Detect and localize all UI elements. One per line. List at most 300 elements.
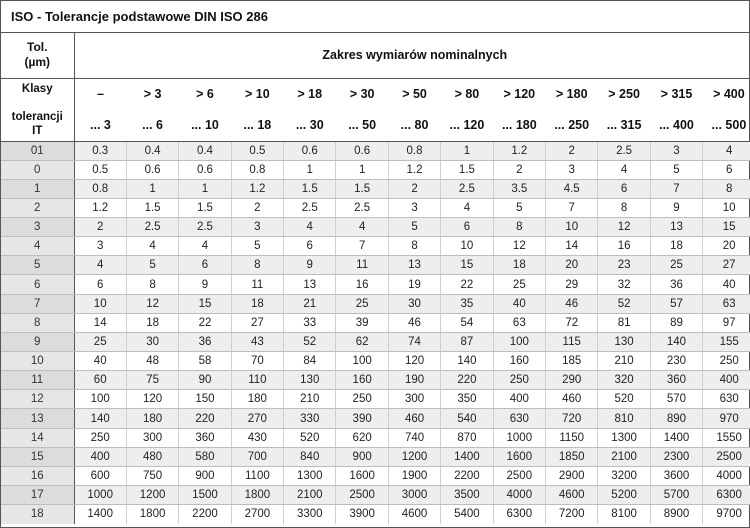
tolerance-value-cell: 90 xyxy=(179,371,231,390)
table-row xyxy=(1,466,750,485)
tolerance-value-cell: 3900 xyxy=(336,505,388,524)
tolerance-value-cell: 57 xyxy=(650,294,702,313)
tolerance-value-cell: 5 xyxy=(126,256,178,275)
tolerance-value-cell: 15 xyxy=(703,218,750,237)
tolerance-value-cell: 9 xyxy=(179,275,231,294)
tolerance-value-cell: 2 xyxy=(493,160,545,179)
range-to: ... 50 xyxy=(348,117,377,132)
tolerance-value-cell: 6 xyxy=(441,218,493,237)
tolerance-value-cell: 250 xyxy=(493,371,545,390)
tolerance-value-cell: 84 xyxy=(284,352,336,371)
tolerance-value-cell: 52 xyxy=(284,332,336,351)
table-row xyxy=(1,237,750,256)
tolerance-value-cell: 1900 xyxy=(388,466,440,485)
tolerance-value-cell: 230 xyxy=(650,352,702,371)
tolerance-value-cell: 2200 xyxy=(441,466,493,485)
range-from: > 250 xyxy=(608,86,640,101)
tolerance-value-cell: 35 xyxy=(441,294,493,313)
tolerance-value-cell: 27 xyxy=(703,256,750,275)
tolerance-value-cell: 115 xyxy=(546,332,598,351)
tolerance-value-cell: 13 xyxy=(388,256,440,275)
tolerance-value-cell: 2 xyxy=(388,179,440,198)
tolerance-value-cell: 18 xyxy=(650,237,702,256)
tolerance-value-cell: 100 xyxy=(336,352,388,371)
range-header-3 xyxy=(231,78,283,141)
range-header-2 xyxy=(179,78,231,141)
tolerance-value-cell: 250 xyxy=(74,428,126,447)
tolerance-value-cell: 620 xyxy=(336,428,388,447)
tolerance-value-cell: 400 xyxy=(703,371,750,390)
tolerance-value-cell: 40 xyxy=(74,352,126,371)
tolerance-value-cell: 2.5 xyxy=(179,218,231,237)
tolerance-value-cell: 7200 xyxy=(546,505,598,524)
tolerance-value-cell: 16 xyxy=(598,237,650,256)
tolerance-class-cell: 12 xyxy=(1,390,74,409)
tolerance-value-cell: 0.5 xyxy=(231,141,283,160)
tolerance-value-cell: 150 xyxy=(179,390,231,409)
header-row-main xyxy=(1,33,750,78)
tolerance-value-cell: 48 xyxy=(126,352,178,371)
tolerance-value-cell: 1200 xyxy=(388,447,440,466)
table-row xyxy=(1,428,750,447)
tolerance-value-cell: 13 xyxy=(650,218,702,237)
range-from: > 18 xyxy=(297,86,323,101)
tolerance-value-cell: 30 xyxy=(126,332,178,351)
tolerance-value-cell: 4000 xyxy=(703,466,750,485)
tolerance-value-cell: 390 xyxy=(336,409,388,428)
tolerance-value-cell: 0.4 xyxy=(179,141,231,160)
tolerance-value-cell: 430 xyxy=(231,428,283,447)
tolerance-value-cell: 3500 xyxy=(441,486,493,505)
tolerance-value-cell: 1.5 xyxy=(126,198,178,217)
tolerance-value-cell: 360 xyxy=(179,428,231,447)
tolerance-value-cell: 1 xyxy=(284,160,336,179)
tolerance-value-cell: 54 xyxy=(441,313,493,332)
table-row xyxy=(1,275,750,294)
tolerance-value-cell: 1400 xyxy=(441,447,493,466)
tolerance-value-cell: 520 xyxy=(598,390,650,409)
tolerance-value-cell: 8 xyxy=(231,256,283,275)
table-title: ISO - Tolerancje podstawowe DIN ISO 286 xyxy=(1,1,749,33)
tolerance-value-cell: 970 xyxy=(703,409,750,428)
tolerance-value-cell: 400 xyxy=(74,447,126,466)
range-from: > 400 xyxy=(713,86,745,101)
tolerance-value-cell: 540 xyxy=(441,409,493,428)
tolerance-class-cell: 2 xyxy=(1,198,74,217)
tolerance-value-cell: 2200 xyxy=(179,505,231,524)
table-row xyxy=(1,160,750,179)
tolerance-class-cell: 6 xyxy=(1,275,74,294)
tolerance-value-cell: 3 xyxy=(546,160,598,179)
tolerance-value-cell: 0.8 xyxy=(74,179,126,198)
tolerance-value-cell: 8 xyxy=(126,275,178,294)
tolerance-value-cell: 7 xyxy=(336,237,388,256)
tolerance-value-cell: 160 xyxy=(336,371,388,390)
range-header-5 xyxy=(336,78,388,141)
tolerance-value-cell: 0.6 xyxy=(336,141,388,160)
tolerance-value-cell: 140 xyxy=(74,409,126,428)
tolerance-value-cell: 4 xyxy=(703,141,750,160)
table-row xyxy=(1,294,750,313)
range-header-8 xyxy=(493,78,545,141)
tolerance-value-cell: 8900 xyxy=(650,505,702,524)
tol-unit-header xyxy=(1,33,74,78)
tolerance-value-cell: 900 xyxy=(179,466,231,485)
tolerance-value-cell: 600 xyxy=(74,466,126,485)
tolerance-value-cell: 2900 xyxy=(546,466,598,485)
tolerance-value-cell: 2100 xyxy=(598,447,650,466)
tolerance-value-cell: 2700 xyxy=(231,505,283,524)
tolerance-value-cell: 300 xyxy=(126,428,178,447)
tolerance-value-cell: 140 xyxy=(650,332,702,351)
tolerance-value-cell: 4.5 xyxy=(546,179,598,198)
tolerance-value-cell: 12 xyxy=(126,294,178,313)
tolerance-value-cell: 13 xyxy=(284,275,336,294)
tolerance-value-cell: 1500 xyxy=(179,486,231,505)
tolerance-value-cell: 2100 xyxy=(284,486,336,505)
tolerance-value-cell: 5 xyxy=(231,237,283,256)
tolerance-value-cell: 720 xyxy=(546,409,598,428)
tolerance-value-cell: 185 xyxy=(546,352,598,371)
tolerance-value-cell: 1300 xyxy=(598,428,650,447)
tolerance-value-cell: 320 xyxy=(598,371,650,390)
tolerance-value-cell: 140 xyxy=(441,352,493,371)
tolerance-value-cell: 10 xyxy=(441,237,493,256)
range-from: > 50 xyxy=(402,86,427,101)
tolerance-class-cell: 0 xyxy=(1,160,74,179)
tol-label: Tol. xyxy=(27,40,48,55)
range-to: ... 3 xyxy=(90,117,111,132)
tolerance-value-cell: 180 xyxy=(231,390,283,409)
tolerance-value-cell: 1300 xyxy=(284,466,336,485)
tolerance-value-cell: 52 xyxy=(598,294,650,313)
range-header-12 xyxy=(703,78,750,141)
tolerance-value-cell: 4 xyxy=(336,218,388,237)
tolerance-value-cell: 890 xyxy=(650,409,702,428)
range-header-6 xyxy=(388,78,440,141)
tolerance-value-cell: 87 xyxy=(441,332,493,351)
tolerance-value-cell: 7 xyxy=(546,198,598,217)
tolerance-value-cell: 2500 xyxy=(336,486,388,505)
tolerance-value-cell: 39 xyxy=(336,313,388,332)
table-row xyxy=(1,313,750,332)
range-header-4 xyxy=(284,78,336,141)
range-from: – xyxy=(96,86,104,101)
tolerance-class-cell: 3 xyxy=(1,218,74,237)
tolerance-value-cell: 290 xyxy=(546,371,598,390)
tolerance-value-cell: 2 xyxy=(74,218,126,237)
tolerance-value-cell: 4 xyxy=(284,218,336,237)
tolerance-value-cell: 0.6 xyxy=(179,160,231,179)
it-label: IT xyxy=(32,124,43,137)
tolerance-value-cell: 630 xyxy=(493,409,545,428)
tolerance-value-cell: 1200 xyxy=(126,486,178,505)
tolerance-value-cell: 8 xyxy=(493,218,545,237)
tolerance-value-cell: 5200 xyxy=(598,486,650,505)
tolerance-value-cell: 3600 xyxy=(650,466,702,485)
tolerance-value-cell: 2300 xyxy=(650,447,702,466)
tolerance-class-cell: 5 xyxy=(1,256,74,275)
tolerance-value-cell: 1000 xyxy=(74,486,126,505)
tolerance-value-cell: 700 xyxy=(231,447,283,466)
range-to: ... 80 xyxy=(400,117,429,132)
tolerance-value-cell: 3200 xyxy=(598,466,650,485)
range-to: ... 315 xyxy=(606,117,642,132)
table-row xyxy=(1,218,750,237)
tolerance-value-cell: 480 xyxy=(126,447,178,466)
tolerance-class-cell: 9 xyxy=(1,332,74,351)
tolerance-value-cell: 220 xyxy=(179,409,231,428)
table-row xyxy=(1,486,750,505)
tolerance-value-cell: 32 xyxy=(598,275,650,294)
tolerance-value-cell: 46 xyxy=(388,313,440,332)
tolerance-value-cell: 5700 xyxy=(650,486,702,505)
tolerance-value-cell: 2.5 xyxy=(284,198,336,217)
tolerance-table-body xyxy=(1,141,750,524)
tol-unit-label: (µm) xyxy=(24,55,51,70)
range-to: ... 250 xyxy=(554,117,590,132)
tolerance-value-cell: 630 xyxy=(703,390,750,409)
tolerance-value-cell: 9 xyxy=(650,198,702,217)
tolerance-value-cell: 4 xyxy=(126,237,178,256)
tolerance-value-cell: 0.8 xyxy=(388,141,440,160)
tolerance-value-cell: 1.2 xyxy=(231,179,283,198)
tolerance-value-cell: 14 xyxy=(546,237,598,256)
tolerance-value-cell: 570 xyxy=(650,390,702,409)
table-row xyxy=(1,141,750,160)
range-from: > 6 xyxy=(196,86,214,101)
tolerance-value-cell: 3 xyxy=(231,218,283,237)
tolerance-class-cell: 7 xyxy=(1,294,74,313)
tolerance-value-cell: 270 xyxy=(231,409,283,428)
tolerance-value-cell: 75 xyxy=(126,371,178,390)
tolerance-value-cell: 810 xyxy=(598,409,650,428)
tolerance-class-cell: 1 xyxy=(1,179,74,198)
tolerance-value-cell: 460 xyxy=(546,390,598,409)
tolerance-value-cell: 22 xyxy=(441,275,493,294)
tolerance-class-cell: 4 xyxy=(1,237,74,256)
tolerance-value-cell: 190 xyxy=(388,371,440,390)
tolerance-value-cell: 29 xyxy=(546,275,598,294)
tolerance-value-cell: 33 xyxy=(284,313,336,332)
tolerance-value-cell: 81 xyxy=(598,313,650,332)
tolerance-value-cell: 1 xyxy=(441,141,493,160)
tolerance-value-cell: 63 xyxy=(493,313,545,332)
tolerance-value-cell: 6 xyxy=(703,160,750,179)
table-row xyxy=(1,371,750,390)
tolerance-value-cell: 740 xyxy=(388,428,440,447)
tolerance-value-cell: 360 xyxy=(650,371,702,390)
tolerance-value-cell: 520 xyxy=(284,428,336,447)
tolerance-value-cell: 870 xyxy=(441,428,493,447)
tolerance-value-cell: 8 xyxy=(703,179,750,198)
tolerance-value-cell: 3000 xyxy=(388,486,440,505)
tolerance-value-cell: 4 xyxy=(74,256,126,275)
range-from: > 180 xyxy=(555,86,588,101)
tolerance-value-cell: 1.2 xyxy=(388,160,440,179)
table-row xyxy=(1,256,750,275)
tolerance-value-cell: 36 xyxy=(179,332,231,351)
tolerance-value-cell: 18 xyxy=(126,313,178,332)
tolerance-value-cell: 72 xyxy=(546,313,598,332)
tolerance-value-cell: 210 xyxy=(284,390,336,409)
tolerance-value-cell: 1600 xyxy=(336,466,388,485)
tolerance-value-cell: 1400 xyxy=(74,505,126,524)
tolerance-value-cell: 9700 xyxy=(716,508,742,521)
tolerance-value-cell: 840 xyxy=(284,447,336,466)
tolerance-value-cell: 1.5 xyxy=(179,198,231,217)
range-header-11 xyxy=(650,78,702,141)
tolerance-value-cell: 400 xyxy=(493,390,545,409)
tolerance-value-cell: 900 xyxy=(336,447,388,466)
range-header-1 xyxy=(126,78,178,141)
tolerance-class-header xyxy=(1,78,74,141)
tolerance-value-cell: 250 xyxy=(336,390,388,409)
tolerance-value-cell: 8 xyxy=(598,198,650,217)
tolerance-class-cell: 8 xyxy=(1,313,74,332)
tolerance-value-cell: 130 xyxy=(598,332,650,351)
tolerance-value-cell: 19 xyxy=(388,275,440,294)
tolerance-value-cell: 18 xyxy=(231,294,283,313)
tolerance-value-cell: 2.5 xyxy=(598,141,650,160)
tolerance-value-cell: 58 xyxy=(179,352,231,371)
tolerance-class-cell: 13 xyxy=(1,409,74,428)
tolerance-value-cell: 1800 xyxy=(231,486,283,505)
tolerance-value-cell: 16 xyxy=(336,275,388,294)
tolerance-value-cell: 40 xyxy=(703,275,750,294)
tolerance-value-cell: 330 xyxy=(284,409,336,428)
range-to: ... 120 xyxy=(449,117,485,132)
tolerance-value-cell: 1600 xyxy=(493,447,545,466)
range-from: > 10 xyxy=(245,86,270,101)
tolerance-value-cell: 11 xyxy=(336,256,388,275)
nominal-range-header: Zakres wymiarów nominalnych xyxy=(74,33,750,78)
tolerancji-label: tolerancji xyxy=(11,110,63,123)
tolerance-value-cell: 1400 xyxy=(650,428,702,447)
tolerance-value-cell: 6300 xyxy=(493,505,545,524)
range-from: > 80 xyxy=(454,86,480,101)
tolerance-value-cell: 3 xyxy=(74,237,126,256)
tolerance-value-cell: 0.4 xyxy=(126,141,178,160)
range-header-0 xyxy=(74,78,126,141)
tolerance-value-cell: 2 xyxy=(231,198,283,217)
tolerance-class-cell: 11 xyxy=(1,371,74,390)
range-to: ... 18 xyxy=(243,117,272,132)
tolerance-value-cell: 1 xyxy=(126,179,178,198)
tolerance-class-cell: 14 xyxy=(1,428,74,447)
tolerance-table xyxy=(1,33,750,524)
tolerance-value-cell: 1550 xyxy=(703,428,750,447)
tolerance-value-cell: 23 xyxy=(598,256,650,275)
tolerance-value-cell: 155 xyxy=(703,332,750,351)
tolerance-value-cell: 74 xyxy=(388,332,440,351)
tolerance-value-cell: 3 xyxy=(650,141,702,160)
tolerance-class-cell: 17 xyxy=(1,486,74,505)
tolerance-value-cell: 2.5 xyxy=(126,218,178,237)
tolerance-value-cell: 5 xyxy=(493,198,545,217)
tolerance-value-cell: 10 xyxy=(546,218,598,237)
range-to: ... 6 xyxy=(142,117,163,132)
tolerance-value-cell: 4000 xyxy=(493,486,545,505)
range-to: ... 400 xyxy=(659,117,694,132)
tolerance-value-cell: 8 xyxy=(388,237,440,256)
tolerance-value-cell: 1000 xyxy=(493,428,545,447)
tolerance-value-cell: 130 xyxy=(284,371,336,390)
tolerance-value-cell: 0.6 xyxy=(284,141,336,160)
tolerance-value-cell: 250 xyxy=(703,352,750,371)
tolerance-value-cell: 11 xyxy=(231,275,283,294)
tolerance-value-cell: 2.5 xyxy=(336,198,388,217)
tolerance-value-cell: 5 xyxy=(388,218,440,237)
tolerance-value-cell: 5 xyxy=(650,160,702,179)
tolerance-value-cell: 21 xyxy=(284,294,336,313)
tolerance-value-cell: 100 xyxy=(493,332,545,351)
tolerance-value-cell: 10 xyxy=(74,294,126,313)
tolerance-value-cell: 1.2 xyxy=(74,198,126,217)
tolerance-value-cell: 300 xyxy=(388,390,440,409)
tolerance-value-cell: 1100 xyxy=(231,466,283,485)
tolerance-value-cell: 8100 xyxy=(598,505,650,524)
tolerance-value-cell: 25 xyxy=(493,275,545,294)
tolerance-class-cell: 15 xyxy=(1,447,74,466)
tolerance-value-cell: 46 xyxy=(546,294,598,313)
tolerance-value-cell: 22 xyxy=(179,313,231,332)
tolerance-value-cell: 1 xyxy=(179,179,231,198)
tolerance-class-cell: 16 xyxy=(1,466,74,485)
tolerance-value-cell: 70 xyxy=(231,352,283,371)
table-row xyxy=(1,447,750,466)
tolerance-value-cell: 25 xyxy=(74,332,126,351)
tolerance-value-cell: 9 xyxy=(284,256,336,275)
tolerance-value-cell: 180 xyxy=(126,409,178,428)
header-row-ranges xyxy=(1,78,750,141)
table-row xyxy=(1,409,750,428)
tolerance-value-cell: 460 xyxy=(388,409,440,428)
tolerance-value-cell: 100 xyxy=(74,390,126,409)
tolerance-value-cell: 27 xyxy=(231,313,283,332)
tolerance-value-cell: 2500 xyxy=(493,466,545,485)
tolerance-value-cell: 1.2 xyxy=(493,141,545,160)
tolerance-value-cell: 750 xyxy=(126,466,178,485)
tolerance-value-cell: 60 xyxy=(74,371,126,390)
table-row xyxy=(1,332,750,351)
tolerance-value-cell: 4 xyxy=(598,160,650,179)
tolerance-value-cell: 62 xyxy=(336,332,388,351)
tolerance-value-cell: 1800 xyxy=(126,505,178,524)
tolerance-value-cell: 580 xyxy=(179,447,231,466)
tolerance-value-cell: 160 xyxy=(493,352,545,371)
tolerance-value-cell: 210 xyxy=(598,352,650,371)
tolerance-value-cell: 4600 xyxy=(388,505,440,524)
tolerance-value-cell: 3.5 xyxy=(493,179,545,198)
range-header-9 xyxy=(546,78,598,141)
tolerance-value-cell: 18 xyxy=(493,256,545,275)
tolerance-value-cell: 120 xyxy=(126,390,178,409)
tolerance-value-cell: 4 xyxy=(179,237,231,256)
tolerance-value-cell: 25 xyxy=(336,294,388,313)
tolerance-value-cell: 15 xyxy=(179,294,231,313)
klasy-label: Klasy xyxy=(21,82,53,95)
tolerance-value-cell: 1.5 xyxy=(336,179,388,198)
tolerance-value-cell: 30 xyxy=(388,294,440,313)
range-from: > 3 xyxy=(143,86,162,101)
tolerance-value-cell: 40 xyxy=(493,294,545,313)
tolerance-value-cell: 36 xyxy=(650,275,702,294)
tolerance-value-cell: 2 xyxy=(546,141,598,160)
tolerance-value-cell: 25 xyxy=(650,256,702,275)
tolerance-value-cell: 6 xyxy=(598,179,650,198)
tolerance-value-cell: 6 xyxy=(179,256,231,275)
